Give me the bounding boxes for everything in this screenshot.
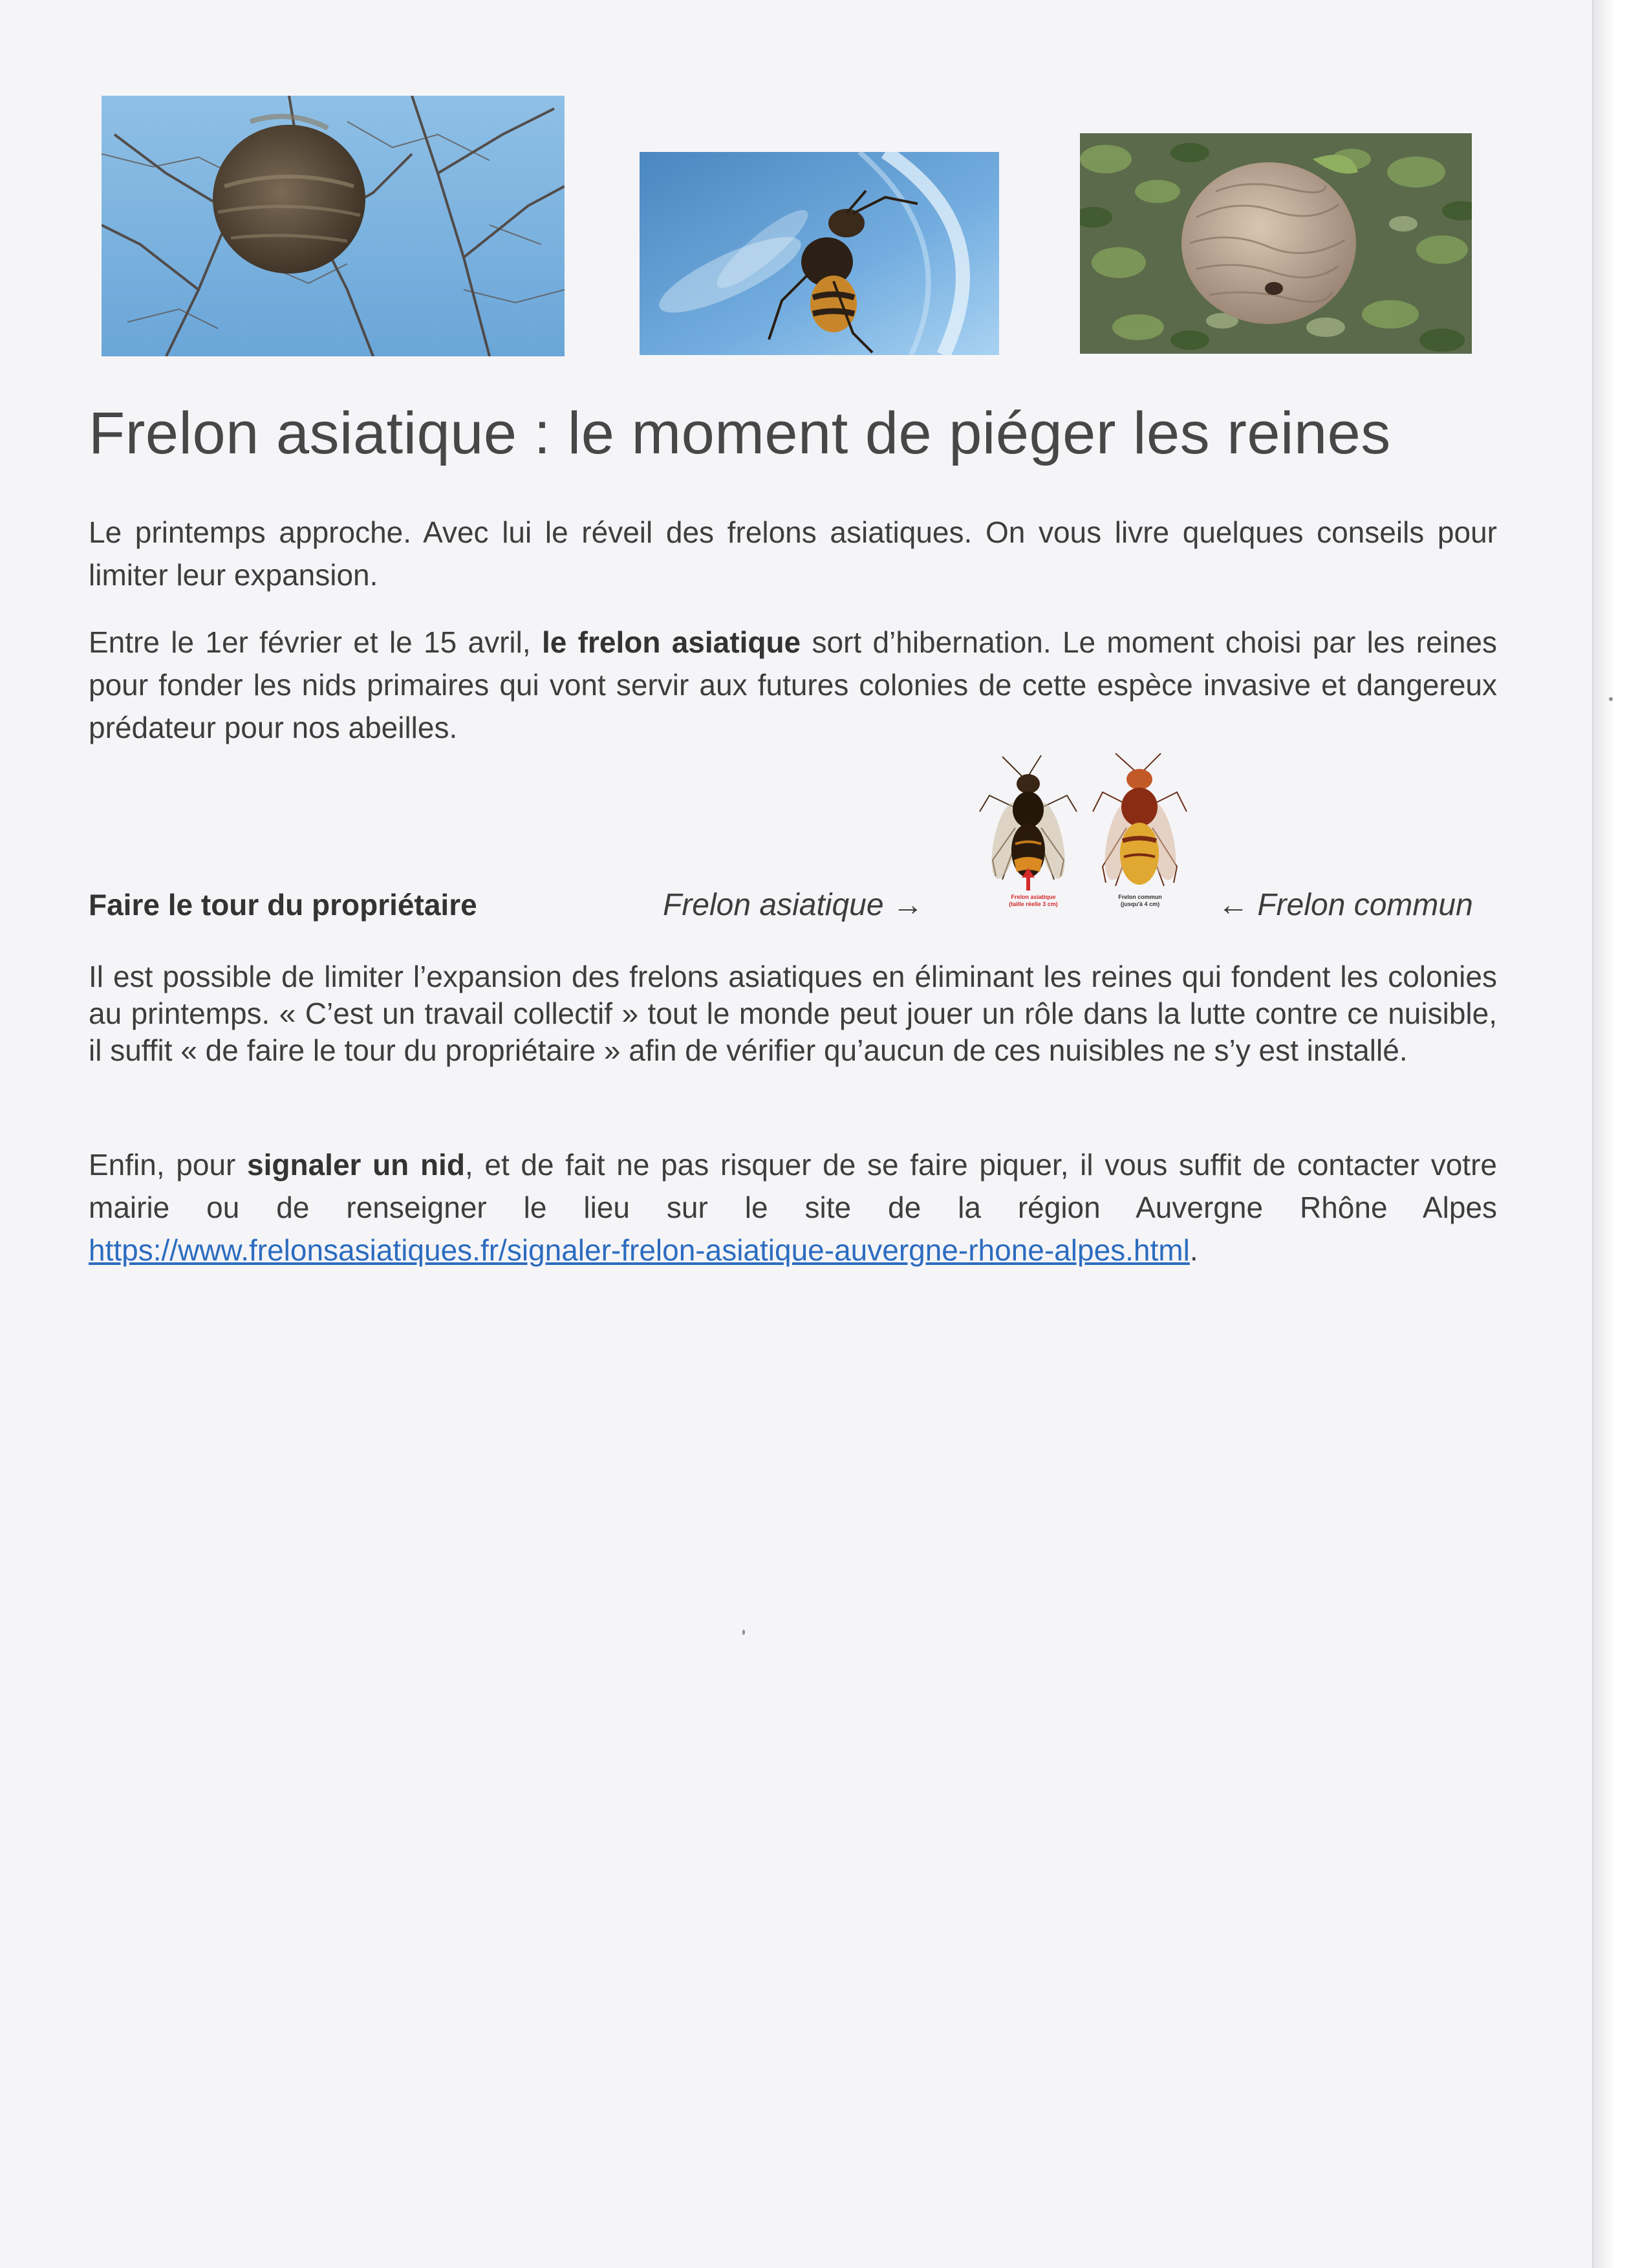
nest-in-leaves-photo xyxy=(1080,133,1472,354)
page-title: Frelon asiatique : le moment de piéger les reines xyxy=(89,400,1391,466)
paper-speck xyxy=(742,1630,745,1635)
hibernation-text-end: sort d’hibernation. Le moment choisi par les reines pour fonder les nids primaires qui vont servir aux futures colonies de cette espèce invasive et dangereux prédateur pour nos abeilles. xyxy=(89,625,1498,744)
signal-text-start: Enfin, pour xyxy=(89,1148,248,1182)
flying-asian-hornet-photo xyxy=(640,152,999,355)
hibernation-paragraph xyxy=(89,621,1497,749)
signal-text-end: . xyxy=(1189,1233,1198,1267)
common-hornet-size-label xyxy=(1095,894,1185,908)
asian-hornet-drawing xyxy=(980,755,1077,881)
nest-in-bare-tree-photo xyxy=(102,96,565,356)
intro-paragraph: Le printemps approche. Avec lui le réveil des frelons asiatiques. On vous livre quelques conseils pour limiter leur expansion. xyxy=(89,515,1497,592)
signal-bold-text: signaler un nid xyxy=(247,1148,465,1182)
asian-hornet-label-name: Frelon asiatique xyxy=(1011,894,1056,900)
signal-nest-paragraph xyxy=(89,1143,1497,1271)
expansion-paragraph: Il est possible de limiter l’expansion des frelons asiatiques en éliminant les reines qui fondent les colonies au printemps. « C’est un travail collectif » tout le monde peut jouer un rôle dans la lutte contre ce nuisible, il suffit « de faire le tour du propriétaire » afin de vérifier qu’aucun de ces nuisibles ne s’y est installé. xyxy=(89,960,1497,1067)
common-hornet-label-name: Frelon commun xyxy=(1118,894,1162,900)
common-hornet-label-size: (jusqu'à 4 cm) xyxy=(1120,901,1160,907)
section-heading: Faire le tour du propriétaire xyxy=(89,888,477,922)
paper-edge xyxy=(1592,0,1649,2268)
caption-asian-hornet: Frelon asiatique → xyxy=(663,888,923,922)
paper-speck xyxy=(1609,697,1613,701)
report-nest-link[interactable]: https://www.frelonsasiatiques.fr/signaler-frelon-asiatique-auvergne-rhone-alpes.html xyxy=(89,1233,1190,1267)
common-hornet-drawing xyxy=(1093,753,1187,886)
hibernation-text-start: Entre le 1er février et le 15 avril, xyxy=(89,625,542,659)
asian-hornet-label-size: (taille réelle 3 cm) xyxy=(1009,901,1058,907)
hibernation-bold-text: le frelon asiatique xyxy=(541,625,801,659)
asian-hornet-size-label xyxy=(988,894,1079,908)
signal-text-middle: , et de fait ne pas risquer de se faire piquer, il vous suffit de contacter votre mairie ou de renseigner le lieu sur le site de la région Auvergne Rhône Alpes xyxy=(89,1148,1497,1224)
hornet-comparison-illustration xyxy=(976,750,1203,920)
caption-common-hornet: ← Frelon commun xyxy=(1218,888,1473,922)
